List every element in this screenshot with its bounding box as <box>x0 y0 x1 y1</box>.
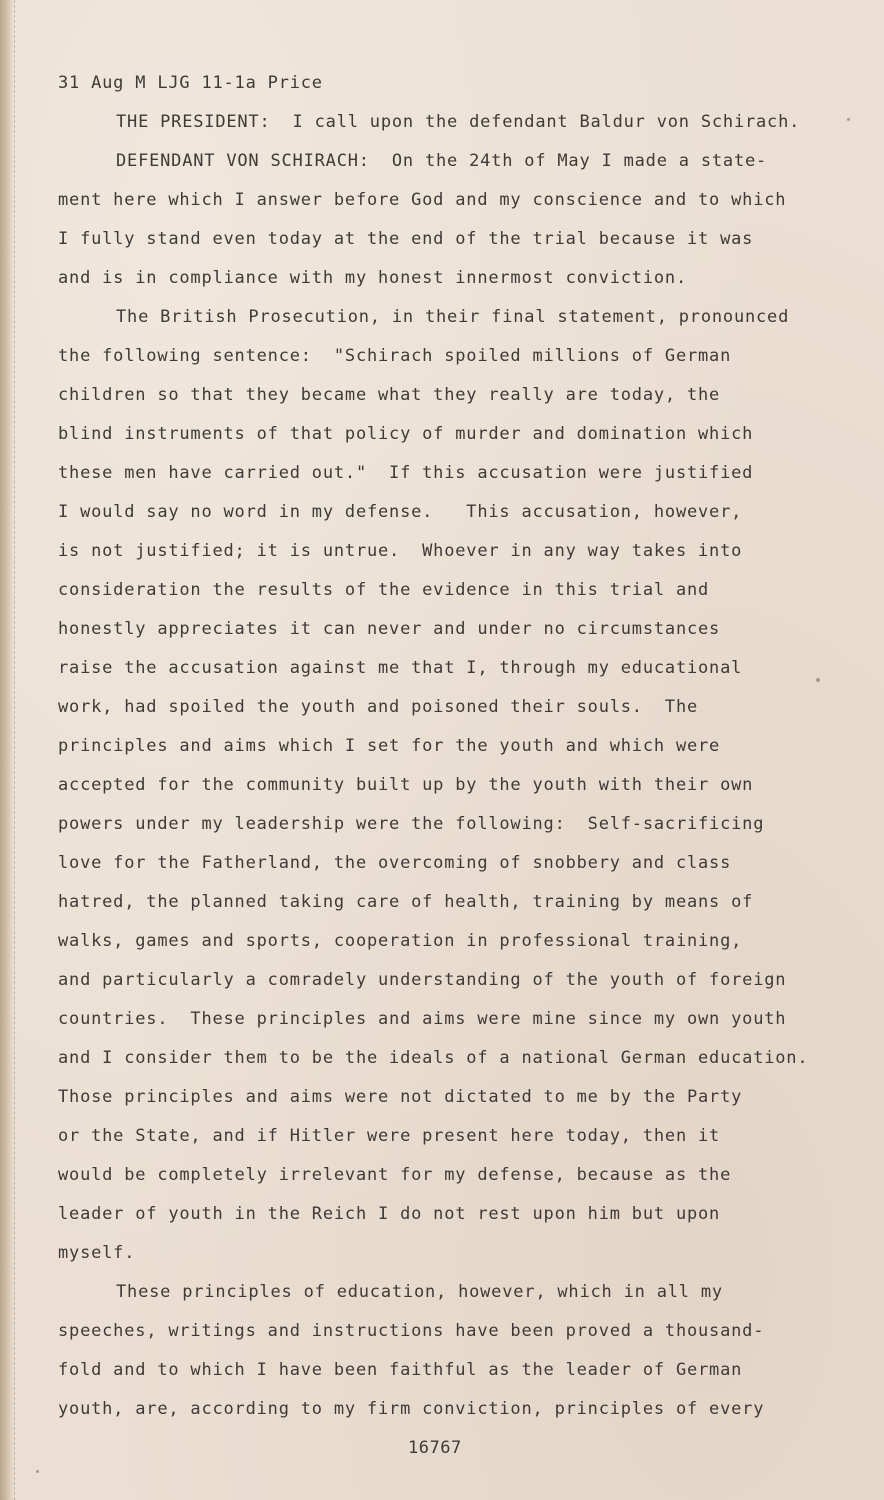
text-line: powers under my leadership were the following: Self-sacrificing <box>58 814 765 834</box>
text-line: THE PRESIDENT: I call upon the defendant Baldur von Schirach. <box>116 112 801 132</box>
text-line: hatred, the planned taking care of health, training by means of <box>58 892 754 912</box>
text-line: I would say no word in my defense. This accusation, however, <box>58 502 743 522</box>
text-line: these men have carried out." If this accusation were justified <box>58 463 754 483</box>
text-line: fold and to which I have been faithful as the leader of German <box>58 1360 743 1380</box>
text-line: love for the Fatherland, the overcoming of snobbery and class <box>58 853 732 873</box>
paper-speck <box>847 118 850 121</box>
text-line: myself. <box>58 1243 136 1263</box>
text-line: ment here which I answer before God and my conscience and to which <box>58 190 787 210</box>
text-line: and is in compliance with my honest innermost conviction. <box>58 268 687 288</box>
text-line: accepted for the community built up by the youth with their own <box>58 775 754 795</box>
text-line: I fully stand even today at the end of the trial because it was <box>58 229 754 249</box>
text-line: honestly appreciates it can never and under no circumstances <box>58 619 721 639</box>
text-line: youth, are, according to my firm conviction, principles of every <box>58 1399 765 1419</box>
text-line: walks, games and sports, cooperation in professional training, <box>58 931 743 951</box>
text-line: countries. These principles and aims were mine since my own youth <box>58 1009 787 1029</box>
text-line: would be completely irrelevant for my defense, because as the <box>58 1165 732 1185</box>
text-line: consideration the results of the evidence in this trial and <box>58 580 710 600</box>
paper-speck <box>816 678 820 682</box>
text-line: children so that they became what they really are today, the <box>58 385 721 405</box>
page-number: 16767 <box>408 1438 462 1458</box>
text-line: Those principles and aims were not dictated to me by the Party <box>58 1087 743 1107</box>
text-line: and I consider them to be the ideals of a national German education. <box>58 1048 809 1068</box>
text-line: work, had spoiled the youth and poisoned their souls. The <box>58 697 699 717</box>
text-line: raise the accusation against me that I, through my educational <box>58 658 743 678</box>
text-line: These principles of education, however, which in all my <box>116 1282 723 1302</box>
text-line: leader of youth in the Reich I do not rest upon him but upon <box>58 1204 721 1224</box>
text-line: The British Prosecution, in their final statement, pronounced <box>116 307 790 327</box>
text-line: principles and aims which I set for the youth and which were <box>58 736 721 756</box>
text-line: DEFENDANT VON SCHIRACH: On the 24th of May I made a state- <box>116 151 768 171</box>
page-edge-shadow <box>4 0 15 1500</box>
text-line: blind instruments of that policy of murder and domination which <box>58 424 754 444</box>
text-line: the following sentence: "Schirach spoiled millions of German <box>58 346 732 366</box>
text-line: is not justified; it is untrue. Whoever in any way takes into <box>58 541 743 561</box>
paper-speck <box>36 1470 39 1473</box>
text-line: and particularly a comradely understanding of the youth of foreign <box>58 970 787 990</box>
text-line: speeches, writings and instructions have been proved a thousand- <box>58 1321 765 1341</box>
document-header: 31 Aug M LJG 11-1a Price <box>58 73 323 93</box>
text-line: or the State, and if Hitler were present here today, then it <box>58 1126 721 1146</box>
